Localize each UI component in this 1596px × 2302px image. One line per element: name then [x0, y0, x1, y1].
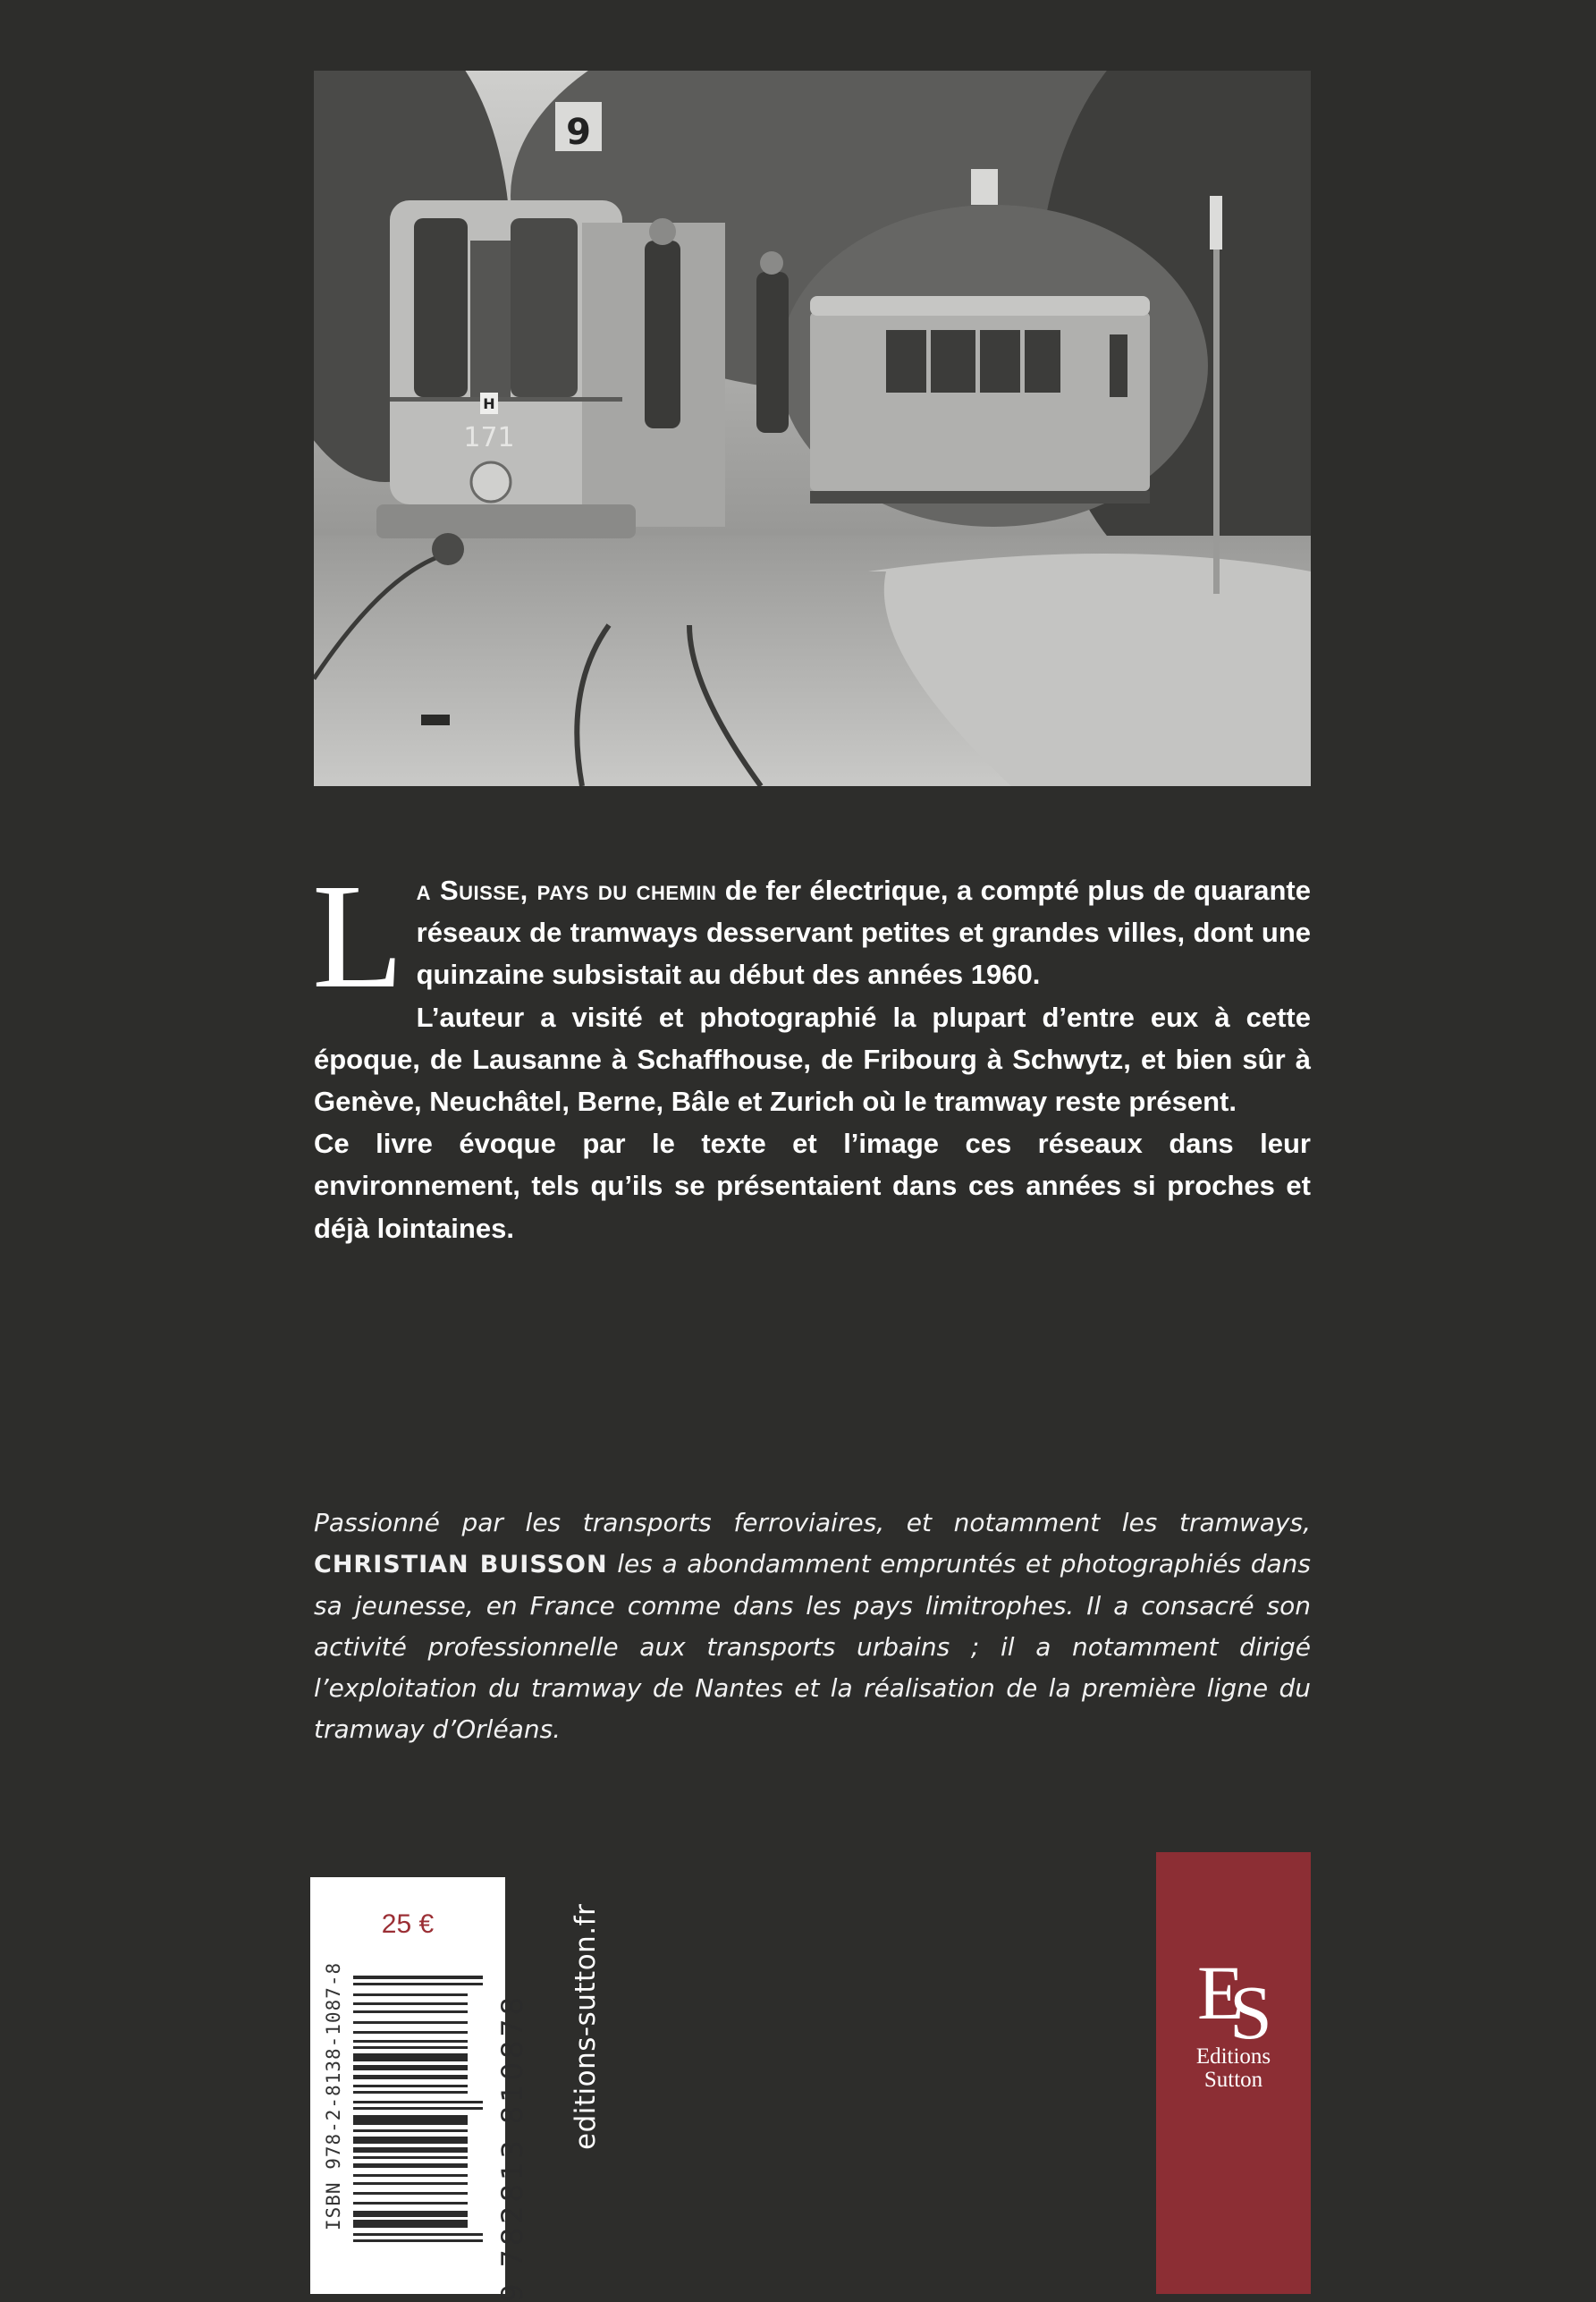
svg-text:9: 9: [566, 112, 591, 153]
author-bio: [314, 1502, 1311, 1750]
tram-photo-illustration: [314, 71, 1311, 786]
publisher-logo-mark: [1156, 1950, 1311, 2055]
bio-text-after-name: les a abondamment empruntés et photographiés dans sa jeunesse, en France comme dans les pays limitrophes. Il a consacré son activité professionnelle aux transports urbains ; il a notamment dirigé l’exploitation du tramway de Nantes et la réalisation de la première ligne du tramway d’Orléans.: [314, 1549, 1312, 1744]
publisher-name: [1156, 2045, 1311, 2092]
cover-photo-tram: [314, 71, 1311, 786]
barcode-bars: [353, 1976, 483, 2248]
publisher-website[interactable]: editions-sutton.fr: [570, 1903, 602, 2150]
ean-digits: 9 782813 810878: [495, 1993, 529, 2302]
publisher-name-line-2: Sutton: [1203, 2068, 1263, 2092]
author-name: CHRISTIAN BUISSON: [314, 1551, 608, 1578]
bio-text-before-name: Passionné par les transports ferroviaires, et notamment les tramways,: [314, 1508, 1311, 1537]
isbn-number: ISBN 978-2-8138-1087-8: [323, 1961, 344, 2230]
blurb-paragraph-1: [312, 853, 1311, 1020]
publisher-name-line-1: Editions: [1195, 2044, 1271, 2069]
drop-cap-letter: L: [312, 853, 404, 1020]
back-cover-blurb: [312, 853, 1311, 1249]
blurb-paragraph-1-text: de fer électrique, a compté plus de quarante réseaux de tramways desservant petites et grandes villes, dont une quinzaine subsistait au début des années 1960.: [416, 875, 1311, 991]
logo-letter-s: S: [1229, 1969, 1272, 2055]
author-bio-text: [314, 1502, 1311, 1750]
barcode-label: [310, 1877, 529, 2302]
blurb-paragraph-3: Ce livre évoque par le texte et l’image ces réseaux dans leur environnement, tels qu’ils se présentaient dans ces années si proches et déjà lointaines.: [314, 1128, 1311, 1244]
price-label: 25 €: [381, 1909, 435, 1939]
svg-text:H: H: [483, 395, 495, 412]
svg-text:171: 171: [463, 422, 515, 453]
logo-letter-e: E: [1197, 1950, 1245, 2035]
blurb-paragraph-2: L’auteur a visité et photographié la plupart d’entre eux à cette époque, de Lausanne à Schaffhouse, de Fribourg à Schwytz, et bien sûr à Genève, Neuchâtel, Berne, Bâle et Zurich où le tramway reste présent.: [314, 1001, 1311, 1118]
publisher-logo-panel: [1156, 1852, 1311, 2294]
blurb-lead-smallcaps: a Suisse, pays du chemin: [416, 875, 717, 906]
